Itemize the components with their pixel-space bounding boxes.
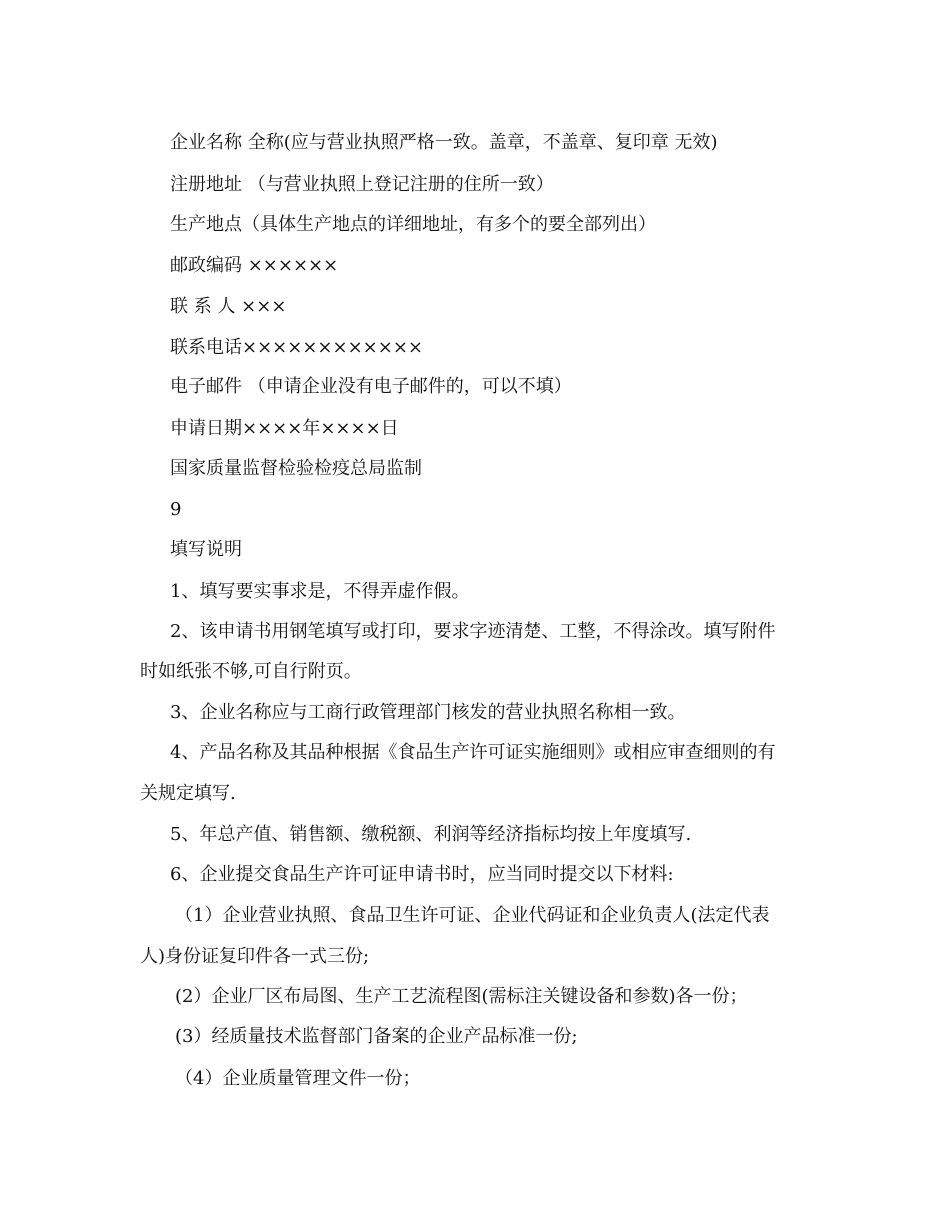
- contact-person-line: 联 系 人 ×××: [170, 296, 287, 317]
- instructions-heading: 填写说明: [170, 539, 242, 560]
- contact-phone-line: 联系电话××××××××××××: [170, 337, 423, 358]
- instruction-item-4: 4、产品名称及其品种根据《食品生产许可证实施细则》或相应审查细则的有: [170, 742, 776, 763]
- material-item-4: （4）企业质量管理文件一份；: [175, 1068, 421, 1089]
- registered-address-line: 注册地址 （与营业执照上登记注册的住所一致）: [170, 174, 554, 195]
- production-site-line: 生产地点（具体生产地点的详细地址，有多个的要全部列出）: [170, 214, 656, 235]
- instruction-item-4-continued: 关规定填写.: [140, 783, 236, 804]
- postal-code-line: 邮政编码 ××××××: [170, 255, 339, 276]
- company-name-line: 企业名称 全称(应与营业执照严格一致。盖章，不盖章、复印章 无效): [170, 132, 718, 153]
- instruction-item-2-continued: 时如纸张不够,可自行附页。: [140, 661, 362, 682]
- material-item-2: (2）企业厂区布局图、生产工艺流程图(需标注关键设备和参数)各一份；: [175, 986, 748, 1007]
- page-number: 9: [170, 499, 182, 520]
- instruction-item-2: 2、该申请书用钢笔填写或打印，要求字迹清楚、工整，不得涂改。填写附件: [170, 621, 776, 642]
- material-item-1: （1）企业营业执照、食品卫生许可证、企业代码证和企业负责人(法定代表: [175, 905, 770, 926]
- instruction-item-6: 6、企业提交食品生产许可证申请书时，应当同时提交以下材料:: [170, 864, 674, 885]
- email-line: 电子邮件 （申请企业没有电子邮件的，可以不填）: [170, 376, 572, 397]
- material-item-1-continued: 人)身份证复印件各一式三份;: [140, 946, 370, 967]
- material-item-3: (3）经质量技术监督部门备案的企业产品标准一份;: [175, 1026, 578, 1047]
- instruction-item-3: 3、企业名称应与工商行政管理部门核发的营业执照名称相一致。: [170, 702, 686, 723]
- application-date-line: 申请日期××××年××××日: [170, 418, 399, 439]
- instruction-item-5: 5、年总产值、销售额、缴税额、利润等经济指标均按上年度填写.: [170, 824, 692, 845]
- issuer-line: 国家质量监督检验检疫总局监制: [170, 458, 422, 479]
- instruction-item-1: 1、填写要实事求是，不得弄虚作假。: [170, 581, 470, 602]
